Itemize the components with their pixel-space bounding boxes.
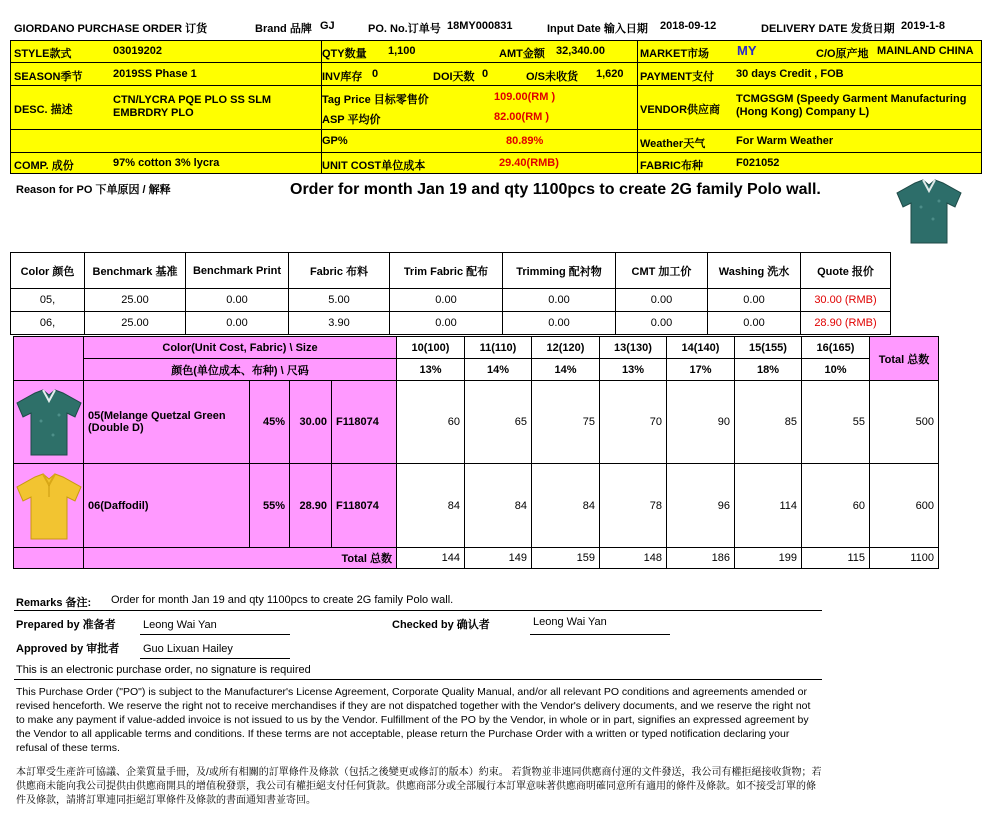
season-value: 2019SS Phase 1 bbox=[113, 68, 197, 80]
color-size-header-zh: 颜色(单位成本、布种) \ 尺码 bbox=[84, 359, 397, 381]
remarks-text: Order for month Jan 19 and qty 1100pcs to create 2G family Polo wall. bbox=[111, 594, 454, 606]
benchmark-cell: 25.00 bbox=[85, 289, 186, 312]
color-pct-cell: 55% bbox=[250, 464, 290, 548]
reason-label: Reason for PO 下单原因 / 解释 bbox=[16, 184, 171, 196]
season-row bbox=[10, 62, 322, 86]
po-no-value: 18MY000831 bbox=[447, 20, 513, 32]
prepared-underline bbox=[140, 634, 290, 635]
benchmark-table bbox=[10, 252, 891, 335]
benchmark-header-cell: Benchmark 基准 bbox=[85, 253, 186, 289]
size-header-cell: 16(165) bbox=[802, 337, 870, 359]
market-row bbox=[637, 40, 982, 63]
weather-value: For Warm Weather bbox=[736, 135, 834, 147]
benchmark-header-cell: Washing 洗水 bbox=[708, 253, 801, 289]
delivery-date-label: DELIVERY DATE 发货日期 bbox=[761, 23, 895, 35]
po-title: GIORDANO PURCHASE ORDER 订货 bbox=[14, 23, 208, 35]
remarks-divider bbox=[14, 610, 822, 611]
electronic-note: This is an electronic purchase order, no signature is required bbox=[16, 664, 311, 676]
qty-cell: 60 bbox=[802, 464, 870, 548]
benchmark-header-cell: Trim Fabric 配布 bbox=[390, 253, 503, 289]
market-value: MY bbox=[737, 43, 757, 58]
total-header: Total 总数 bbox=[870, 337, 939, 381]
benchmark-cell: 0.00 bbox=[616, 289, 708, 312]
benchmark-header-cell: CMT 加工价 bbox=[616, 253, 708, 289]
sum-cell: 199 bbox=[735, 548, 802, 569]
benchmark-row bbox=[11, 312, 891, 335]
market-label: MARKET市场 bbox=[640, 48, 710, 60]
qty-cell: 96 bbox=[667, 464, 735, 548]
comp-row bbox=[10, 152, 322, 174]
approved-label: Approved by 审批者 bbox=[16, 643, 120, 655]
payment-label: PAYMENT支付 bbox=[640, 71, 714, 83]
qty-cell: 60 bbox=[397, 381, 465, 464]
benchmark-cell: 5.00 bbox=[289, 289, 390, 312]
checked-value: Leong Wai Yan bbox=[533, 616, 607, 628]
benchmark-row bbox=[11, 289, 891, 312]
vendor-value: TCMGSGM (Speedy Garment Manufacturing (Hong Kong) Company L) bbox=[736, 93, 967, 118]
size-ratio-row bbox=[14, 359, 939, 381]
color-cost-cell: 30.00 bbox=[290, 381, 332, 464]
ratio-cell: 17% bbox=[667, 359, 735, 381]
qty-cell: 84 bbox=[465, 464, 532, 548]
asp-value: 82.00(RM ) bbox=[494, 111, 550, 123]
sum-cell: 159 bbox=[532, 548, 600, 569]
qty-cell: 65 bbox=[465, 381, 532, 464]
qty-row bbox=[321, 40, 638, 63]
fabric-label: FABRIC布种 bbox=[640, 160, 703, 172]
payment-row bbox=[637, 62, 982, 86]
desc-label: DESC. 描述 bbox=[14, 104, 73, 116]
qty-cell: 84 bbox=[397, 464, 465, 548]
style-label: STYLE款式 bbox=[14, 48, 72, 60]
benchmark-cell: 05, bbox=[11, 289, 85, 312]
benchmark-header-cell: Benchmark Print bbox=[186, 253, 289, 289]
fabric-value: F021052 bbox=[736, 157, 780, 169]
ratio-cell: 18% bbox=[735, 359, 802, 381]
color-row bbox=[14, 464, 939, 548]
size-header-cell: 15(155) bbox=[735, 337, 802, 359]
size-header-cell: 13(130) bbox=[600, 337, 667, 359]
sum-cell: 186 bbox=[667, 548, 735, 569]
po-info-block bbox=[10, 40, 982, 174]
ratio-cell: 14% bbox=[532, 359, 600, 381]
weather-label: Weather天气 bbox=[640, 138, 706, 150]
ratio-cell: 14% bbox=[465, 359, 532, 381]
size-header-row bbox=[14, 337, 939, 359]
polo-shirt-green-icon bbox=[14, 381, 84, 464]
terms-divider bbox=[14, 679, 822, 680]
grand-total-cell: 1100 bbox=[870, 548, 939, 569]
terms-chinese: 本訂單受生產許可協議、企業質量手冊，及/或所有相關的訂單條件及條款（包括之後變更或修訂的版本）約束。 若貨物並非連同供應商付運的文件發送，我公司有權拒絕接收貨物；若供應商未能向我公司提供由供應商開具的增值稅發票，我公司有權拒絕支付任何貨款。供應商部分或全部履行本訂單意味著供應商明確同意所有適用的條件及條款。如不接受訂單的條件及條款，請將訂單連同拒絕訂單條件及條款的書面通知書並寄回。 bbox=[16, 767, 822, 806]
benchmark-header-cell: Fabric 布料 bbox=[289, 253, 390, 289]
checked-underline bbox=[530, 634, 670, 635]
blank-row bbox=[10, 129, 322, 153]
size-breakdown-table bbox=[13, 336, 939, 569]
benchmark-cell: 0.00 bbox=[708, 312, 801, 335]
payment-value: 30 days Credit , FOB bbox=[736, 68, 844, 80]
benchmark-header-cell: Color 颜色 bbox=[11, 253, 85, 289]
qty-value: 1,100 bbox=[388, 45, 416, 57]
color-row bbox=[14, 381, 939, 464]
size-header-cell: 11(110) bbox=[465, 337, 532, 359]
sum-cell: 148 bbox=[600, 548, 667, 569]
polo-shirt-green-icon bbox=[893, 177, 965, 245]
season-label: SEASON季节 bbox=[14, 71, 83, 83]
color-fabric-cell: F118074 bbox=[332, 464, 397, 548]
amt-label: AMT金额 bbox=[499, 48, 545, 60]
benchmark-cell: 0.00 bbox=[503, 312, 616, 335]
color-cost-cell: 28.90 bbox=[290, 464, 332, 548]
inv-label: INV库存 bbox=[322, 71, 363, 83]
sum-label: Total 总数 bbox=[84, 548, 397, 569]
os-label: O/S未收货 bbox=[526, 71, 578, 83]
color-pct-cell: 45% bbox=[250, 381, 290, 464]
doi-label: DOI天数 bbox=[433, 71, 475, 83]
vendor-label: VENDOR供应商 bbox=[640, 104, 721, 116]
prepared-value: Leong Wai Yan bbox=[143, 619, 217, 631]
qty-cell: 70 bbox=[600, 381, 667, 464]
reason-text: Order for month Jan 19 and qty 1100pcs to create 2G family Polo wall. bbox=[290, 181, 821, 198]
ratio-cell: 13% bbox=[397, 359, 465, 381]
style-row bbox=[10, 40, 322, 63]
benchmark-cell: 0.00 bbox=[186, 289, 289, 312]
tag-price-label: Tag Price 目标零售价 bbox=[322, 94, 429, 106]
desc-row bbox=[10, 85, 322, 130]
tag-price-value: 109.00(RM ) bbox=[494, 91, 556, 103]
color-name-cell: 06(Daffodil) bbox=[84, 464, 250, 548]
origin-label: C/O原产地 bbox=[816, 48, 869, 60]
qty-label: QTY数量 bbox=[322, 48, 367, 60]
benchmark-header-cell: Quote 报价 bbox=[801, 253, 891, 289]
input-date-label: Input Date 输入日期 bbox=[547, 23, 648, 35]
asp-label: ASP 平均价 bbox=[322, 114, 381, 126]
qty-cell: 78 bbox=[600, 464, 667, 548]
quote-cell: 28.90 (RMB) bbox=[801, 312, 891, 335]
comp-label: COMP. 成份 bbox=[14, 160, 74, 172]
qty-cell: 114 bbox=[735, 464, 802, 548]
input-date-value: 2018-09-12 bbox=[660, 20, 717, 32]
terms-english: This Purchase Order ("PO") is subject to the Manufacturer's License Agreement, Corporate Quality Manual, and/or all relevant PO conditions and agreements amended or revised henceforth. We reserve the right not to receive merchandises if they are not dispatched together with the Vendor's delivery documents, and we reserve the right not to make any payment if value-added invoice is not issued to us by the Vendor. Fulfillment of the PO by the Vendor, in whole or in part, signifies an expressed agreement by the Vendor to all applicable terms and conditions. If these terms are not acceptable, please return the Purchase Order with a written or typed notification declaring your refusal of these terms. bbox=[16, 686, 811, 754]
approved-underline bbox=[140, 658, 290, 659]
os-value: 1,620 bbox=[596, 68, 624, 80]
remarks-label: Remarks 备注: bbox=[16, 597, 92, 609]
gp-value: 80.89% bbox=[506, 135, 544, 147]
color-size-header: Color(Unit Cost, Fabric) \ Size bbox=[84, 337, 397, 359]
color-fabric-cell: F118074 bbox=[332, 381, 397, 464]
brand-label: Brand 品牌 bbox=[255, 23, 312, 35]
origin-value: MAINLAND CHINA bbox=[877, 45, 974, 57]
qty-cell: 85 bbox=[735, 381, 802, 464]
comp-value: 97% cotton 3% lycra bbox=[113, 157, 220, 169]
amt-value: 32,340.00 bbox=[556, 45, 605, 57]
doi-value: 0 bbox=[482, 68, 489, 80]
quote-cell: 30.00 (RMB) bbox=[801, 289, 891, 312]
sum-cell: 115 bbox=[802, 548, 870, 569]
unit-cost-value: 29.40(RMB) bbox=[499, 157, 559, 169]
inv-value: 0 bbox=[372, 68, 379, 80]
row-total-cell: 500 bbox=[870, 381, 939, 464]
fabric-row bbox=[637, 152, 982, 174]
benchmark-cell: 0.00 bbox=[390, 312, 503, 335]
size-header-cell: 14(140) bbox=[667, 337, 735, 359]
polo-shirt-yellow-icon bbox=[14, 464, 84, 548]
benchmark-cell: 0.00 bbox=[616, 312, 708, 335]
benchmark-header-cell: Trimming 配衬物 bbox=[503, 253, 616, 289]
qty-cell: 75 bbox=[532, 381, 600, 464]
size-header-cell: 12(120) bbox=[532, 337, 600, 359]
benchmark-cell: 0.00 bbox=[186, 312, 289, 335]
qty-cell: 90 bbox=[667, 381, 735, 464]
benchmark-cell: 25.00 bbox=[85, 312, 186, 335]
desc-value: CTN/LYCRA PQE PLO SS SLM EMBRDRY PLO bbox=[113, 94, 272, 119]
price-row bbox=[321, 85, 638, 130]
ratio-cell: 13% bbox=[600, 359, 667, 381]
gp-row bbox=[321, 129, 638, 153]
benchmark-cell: 0.00 bbox=[390, 289, 503, 312]
qty-cell: 84 bbox=[532, 464, 600, 548]
unit-cost-label: UNIT COST单位成本 bbox=[322, 160, 426, 172]
sum-cell: 144 bbox=[397, 548, 465, 569]
sum-row bbox=[14, 548, 939, 569]
unit-cost-row bbox=[321, 152, 638, 174]
image-header-cell bbox=[14, 337, 84, 381]
weather-row bbox=[637, 129, 982, 153]
prepared-label: Prepared by 准备者 bbox=[16, 619, 116, 631]
inventory-row bbox=[321, 62, 638, 86]
approved-value: Guo Lixuan Hailey bbox=[143, 643, 233, 655]
color-name-cell: 05(Melange Quetzal Green (Double D) bbox=[84, 381, 250, 464]
benchmark-cell: 0.00 bbox=[708, 289, 801, 312]
style-value: 03019202 bbox=[113, 45, 162, 57]
brand-value: GJ bbox=[320, 20, 335, 32]
vendor-row bbox=[637, 85, 982, 130]
benchmark-cell: 0.00 bbox=[503, 289, 616, 312]
sum-cell: 149 bbox=[465, 548, 532, 569]
benchmark-cell: 06, bbox=[11, 312, 85, 335]
benchmark-header-row bbox=[11, 253, 891, 289]
po-no-label: PO. No.订单号 bbox=[368, 23, 441, 35]
qty-cell: 55 bbox=[802, 381, 870, 464]
sum-blank-cell bbox=[14, 548, 84, 569]
checked-label: Checked by 确认者 bbox=[392, 619, 490, 631]
benchmark-cell: 3.90 bbox=[289, 312, 390, 335]
ratio-cell: 10% bbox=[802, 359, 870, 381]
size-header-cell: 10(100) bbox=[397, 337, 465, 359]
delivery-date-value: 2019-1-8 bbox=[901, 20, 946, 32]
gp-label: GP% bbox=[322, 135, 348, 147]
row-total-cell: 600 bbox=[870, 464, 939, 548]
